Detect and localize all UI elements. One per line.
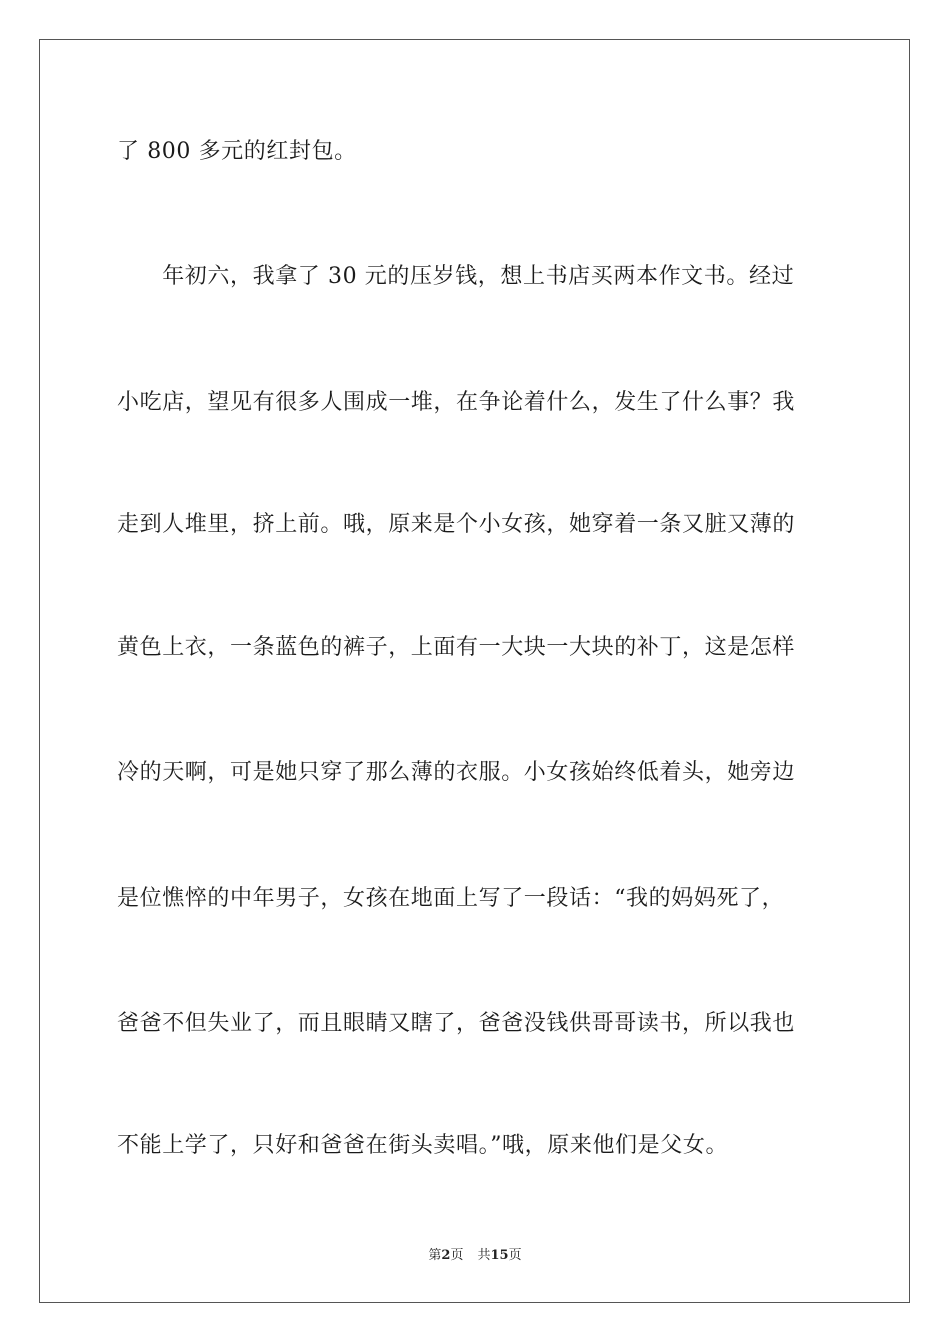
text-line-7: 是位憔悴的中年男子，女孩在地面上写了一段话：“我的妈妈死了， xyxy=(117,886,785,911)
text-line-9: 不能上学了，只好和爸爸在街头卖唱。”哦，原来他们是父女。 xyxy=(117,1133,729,1158)
page-footer xyxy=(0,1247,950,1265)
page-label-prefix: 第 xyxy=(428,1248,442,1263)
text-line-4: 走到人堆里，挤上前。哦，原来是个小女孩，她穿着一条又脏又薄的 xyxy=(117,512,796,537)
page-border xyxy=(39,39,910,1303)
text-line-2: 年初六，我拿了 30 元的压岁钱，想上书店买两本作文书。经过 xyxy=(117,264,795,289)
text-line-3: 小吃店，望见有很多人围成一堆，在争论着什么，发生了什么事？我 xyxy=(117,390,796,415)
text-line-8: 爸爸不但失业了，而且眼睛又瞎了，爸爸没钱供哥哥读书，所以我也 xyxy=(117,1011,796,1036)
text-line-1: 了 800 多元的红封包。 xyxy=(117,139,357,164)
total-label-prefix: 共 xyxy=(477,1248,491,1263)
page-label-suffix: 页 xyxy=(450,1248,464,1263)
page-number: 2 xyxy=(441,1248,451,1263)
text-line-5: 黄色上衣，一条蓝色的裤子，上面有一大块一大块的补丁，这是怎样 xyxy=(117,635,796,660)
text-line-6: 冷的天啊，可是她只穿了那么薄的衣服。小女孩始终低着头，她旁边 xyxy=(117,760,796,785)
total-label-suffix: 页 xyxy=(508,1248,522,1263)
total-pages: 15 xyxy=(490,1248,509,1263)
